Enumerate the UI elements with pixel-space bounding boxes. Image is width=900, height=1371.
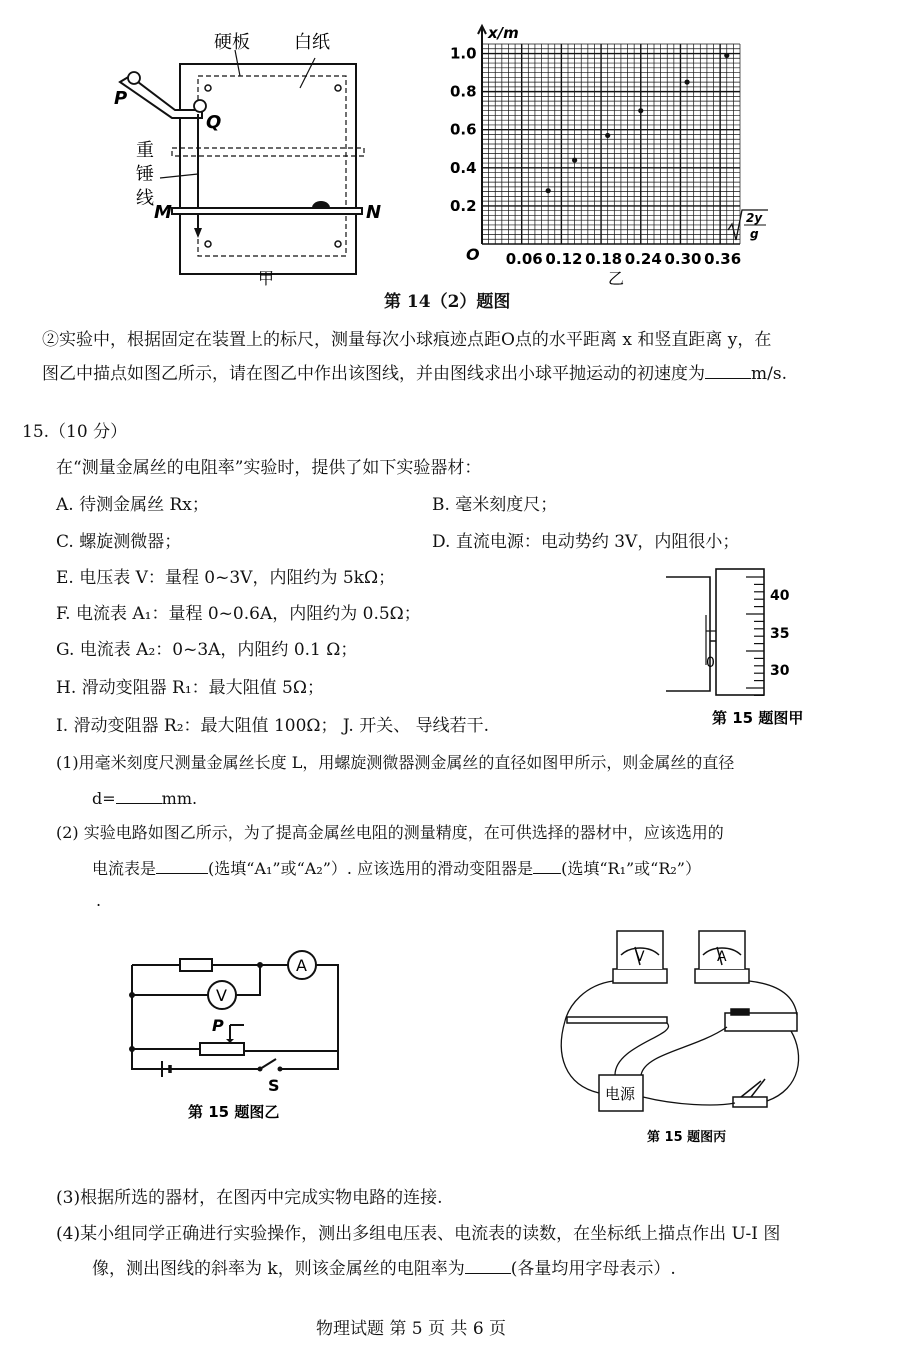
circuit-V: V <box>216 986 227 1005</box>
q15-2-line2 <box>92 857 701 880</box>
q15-2-select-r: (选填“R₁”或“R₂”） <box>561 859 701 878</box>
data-point <box>572 158 577 163</box>
q15-4-line2 <box>92 1257 676 1280</box>
q14-2-line2-b: m/s. <box>751 364 787 384</box>
q15-1-line1: (1)用毫米刻度尺测量金属丝长度 L，用螺旋测微器测金属丝的直径如图甲所示，则金属丝的直径 <box>56 753 735 772</box>
q15-header: 15.（10 分） <box>22 422 128 442</box>
q15-1-d: d= <box>92 789 116 808</box>
x-tick-label: 0.06 <box>505 250 543 268</box>
label-M: M <box>154 202 172 223</box>
x-tick-label: 0.30 <box>664 250 702 268</box>
item-H: H. 滑动变阻器 R₁：最大阻值 5Ω； <box>56 678 324 698</box>
q15-intro: 在“测量金属丝的电阻率”实验时，提供了如下实验器材： <box>56 458 482 478</box>
label-plumb-2: 锤 <box>136 164 154 185</box>
answer-blank-rho[interactable] <box>465 1257 511 1274</box>
q14-2-line1: ②实验中，根据固定在装置上的标尺，测量每次小球痕迹点距O点的水平距离 x 和竖直距离 y，在 <box>42 330 772 350</box>
circuit-A: A <box>296 956 307 975</box>
y-axis <box>478 26 486 244</box>
item-D: D. 直流电源：电动势约 3V，内阻很小； <box>432 532 740 552</box>
micrometer-tick-30: 30 <box>770 663 790 679</box>
figure-14-jia <box>110 18 390 288</box>
caption-jia: 甲 <box>258 269 275 288</box>
answer-blank-v0[interactable] <box>705 362 751 379</box>
item-G: G. 电流表 A₂：0~3A，内阻约 0.1 Ω； <box>56 640 358 660</box>
physical-A: A <box>717 949 727 965</box>
axis-title-den: g <box>750 227 759 241</box>
circuit-S: S <box>268 1076 280 1095</box>
micrometer-tick-40: 40 <box>770 588 790 604</box>
micrometer-zero: 0 <box>706 655 715 671</box>
axis-title-x-m: x/m <box>488 24 519 42</box>
physical-circuit-figure <box>555 915 815 1147</box>
data-point <box>605 133 610 138</box>
x-tick-label: 0.12 <box>545 250 583 268</box>
label-hardboard: 硬板 <box>214 32 250 53</box>
q15-4-note: (各量均用字母表示）. <box>510 1259 676 1279</box>
physical-V: V <box>635 949 645 965</box>
answer-blank-rheostat[interactable] <box>533 857 561 874</box>
caption-yi: 乙 <box>608 269 625 288</box>
y-tick-label: 0.4 <box>450 158 477 177</box>
physical-power: 电源 <box>605 1085 636 1103</box>
micrometer-tick-35: 35 <box>770 626 790 642</box>
y-tick-label: 0.6 <box>450 120 477 139</box>
y-tick-label: 0.8 <box>450 82 477 101</box>
circuit-caption: 第 15 题图乙 <box>188 1103 280 1121</box>
item-E: E. 电压表 V：量程 0~3V，内阻约为 5kΩ； <box>56 568 396 588</box>
q15-3: (3)根据所选的器材，在图丙中完成实物电路的连接. <box>56 1188 443 1208</box>
q15-2-select-a: (选填“A₁”或“A₂”）. 应该选用的滑动变阻器是 <box>208 859 534 878</box>
page-footer: 物理试题 第 5 页 共 6 页 <box>316 1319 507 1339</box>
data-point <box>724 53 729 58</box>
label-plumb-1: 重 <box>136 140 154 161</box>
q14-2-line2-a: 图乙中描点如图乙所示，请在图乙中作出该图线，并由图线求出小球平抛运动的初速度为 <box>42 364 705 384</box>
data-point <box>638 108 643 113</box>
origin-label: O <box>466 245 480 264</box>
answer-blank-ammeter[interactable] <box>156 857 208 874</box>
q15-1-line2 <box>92 787 197 810</box>
figure-14-caption: 第 14（2）题图 <box>384 292 511 312</box>
q15-4-text: 像，测出图线的斜率为 k，则该金属丝的电阻率为 <box>92 1259 465 1279</box>
label-P: P <box>114 88 128 109</box>
micrometer-figure <box>662 565 852 730</box>
circuit-diagram <box>120 945 360 1125</box>
figure-14-yi-graph <box>440 18 780 290</box>
answer-blank-d[interactable] <box>116 787 162 804</box>
q15-1-mm: mm. <box>161 789 198 808</box>
axis-title-num: 2y <box>746 211 763 225</box>
item-B: B. 毫米刻度尺； <box>432 495 558 515</box>
item-C: C. 螺旋测微器； <box>56 532 182 552</box>
x-tick-label: 0.24 <box>624 250 662 268</box>
q14-2-line2 <box>42 362 787 385</box>
label-N: N <box>366 202 382 223</box>
item-F: F. 电流表 A₁：量程 0~0.6A，内阻约为 0.5Ω； <box>56 604 421 624</box>
data-point <box>546 188 551 193</box>
physical-caption: 第 15 题图丙 <box>647 1130 727 1145</box>
label-plumb-3: 线 <box>136 188 154 209</box>
item-A: A. 待测金属丝 Rx； <box>56 495 209 515</box>
y-tick-label: 0.2 <box>450 196 477 215</box>
y-tick-label: 1.0 <box>450 44 477 63</box>
data-point <box>684 79 689 84</box>
x-tick-label: 0.36 <box>704 250 742 268</box>
label-paper: 白纸 <box>294 32 330 53</box>
circuit-P: P <box>212 1016 224 1035</box>
x-tick-label: 0.18 <box>585 250 623 268</box>
q15-2-period: . <box>96 891 102 910</box>
q15-2-line1: (2) 实验电路如图乙所示，为了提高金属丝电阻的测量精度，在可供选择的器材中，应该选用的 <box>56 823 724 842</box>
q15-4-line1: (4)某小组同学正确进行实验操作，测出多组电压表、电流表的读数，在坐标纸上描点作出 U-I 图 <box>56 1224 781 1244</box>
label-Q: Q <box>206 112 222 133</box>
micrometer-caption: 第 15 题图甲 <box>712 709 804 727</box>
q15-2-ammeter: 电流表是 <box>92 859 157 878</box>
item-I-J: I. 滑动变阻器 R₂：最大阻值 100Ω； J. 开关、 导线若干. <box>56 716 490 736</box>
